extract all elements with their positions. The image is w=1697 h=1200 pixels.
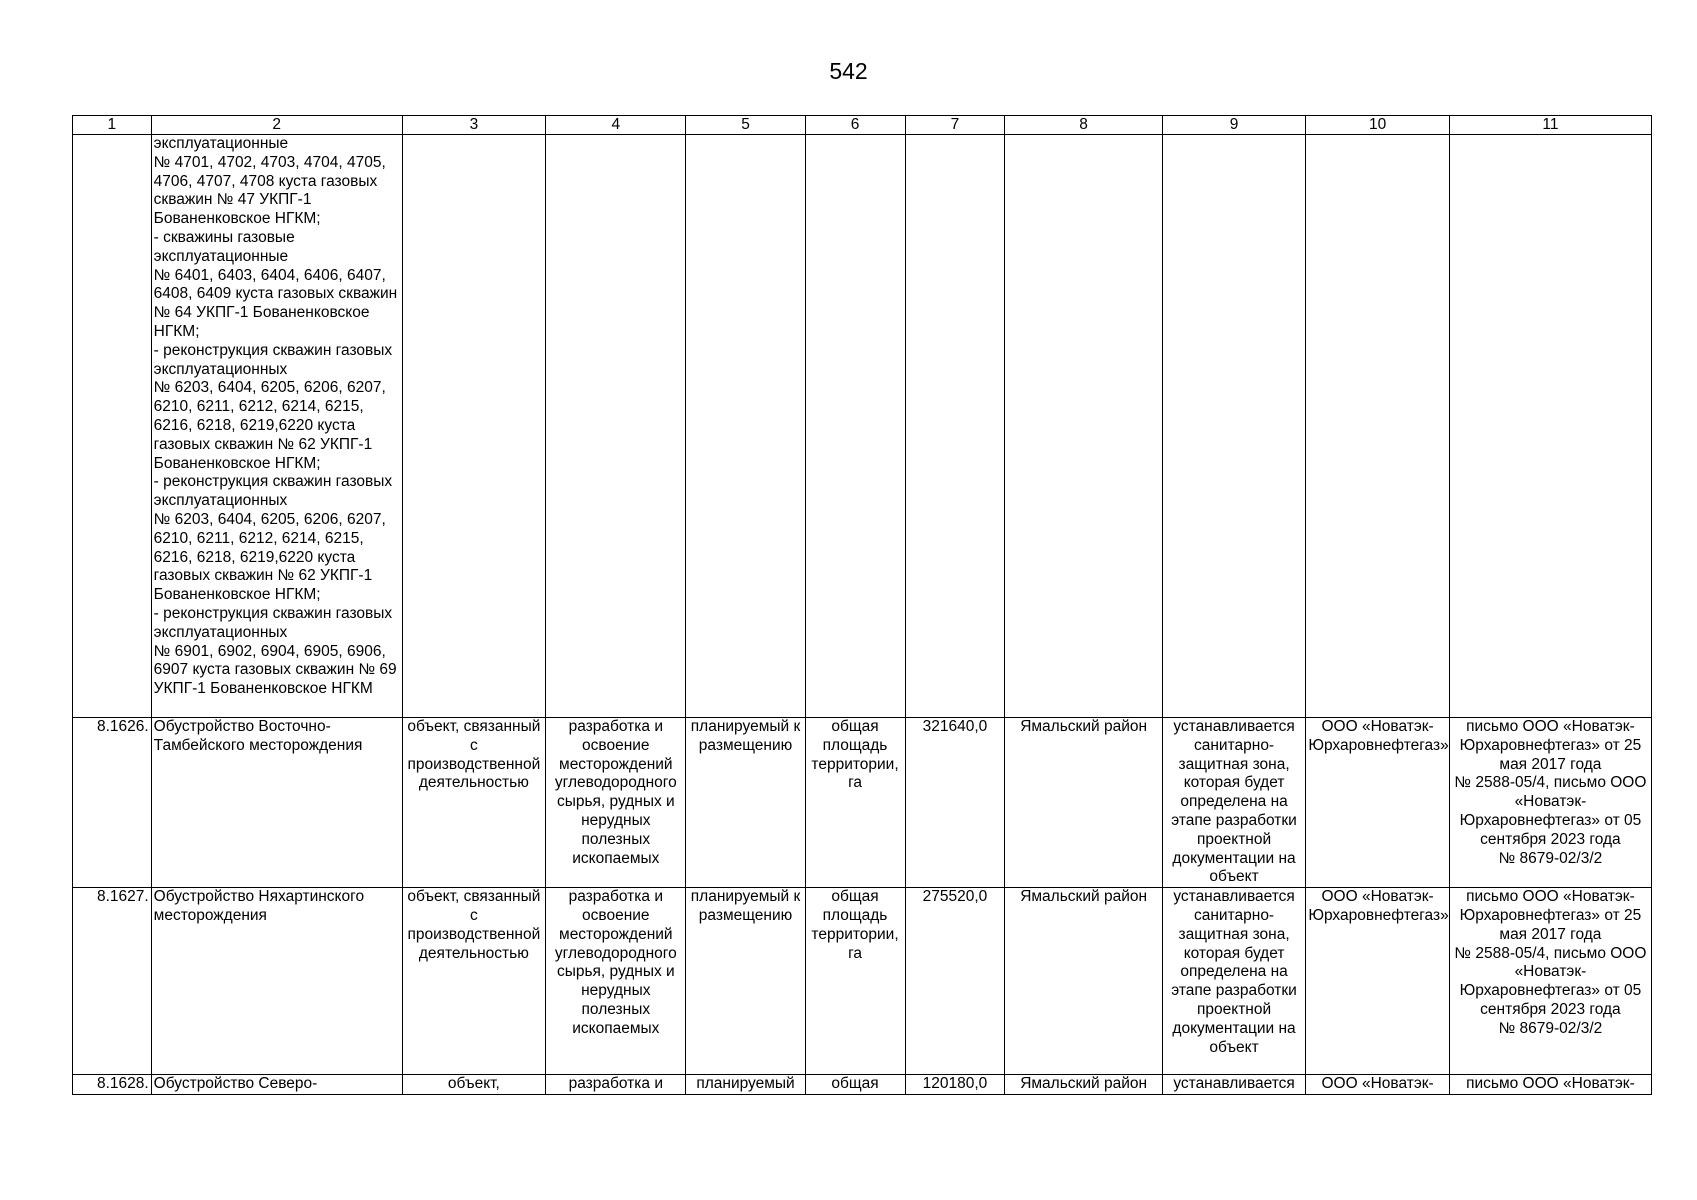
page-number: 542 xyxy=(829,58,868,84)
object-type-cell: объект, связанный с производственной деятельностью xyxy=(402,888,546,1075)
organization-cell: ООО «Новатэк-Юрхаровнефтегаз» xyxy=(1306,888,1450,1075)
row-number-cell: 8.1627. xyxy=(73,888,152,1075)
basis-cell: письмо ООО «Новатэк-Юрхаровнефтегаз» от 25 мая 2017 года № 2588-05/4, письмо ООО «Новатэк-Юрхаровнефтегаз» от 05 сентября 2023 года № 8679-02/3/2 xyxy=(1449,888,1651,1075)
purpose-cell: разработка и освоение месторождений углеводородного сырья, рудных и нерудных полезных ископаемых xyxy=(546,888,686,1075)
objects-table xyxy=(72,115,1652,1095)
object-name-cell: Обустройство Няхартинского месторождения xyxy=(151,888,402,1075)
table-row xyxy=(73,888,1652,1075)
empty-cell xyxy=(1162,135,1306,718)
column-header: 6 xyxy=(805,116,905,135)
table-row-continuation xyxy=(73,135,1652,718)
status-cell: планируемый к размещению xyxy=(686,888,805,1075)
basis-cell: письмо ООО «Новатэк- xyxy=(1449,1075,1651,1095)
status-cell: планируемый к размещению xyxy=(686,718,805,888)
row-number-cell: 8.1628. xyxy=(73,1075,152,1095)
organization-cell: ООО «Новатэк-Юрхаровнефтегаз» xyxy=(1306,718,1450,888)
location-cell: Ямальский район xyxy=(1005,718,1162,888)
row-number-cell: 8.1626. xyxy=(73,718,152,888)
object-name-cell: Обустройство Восточно-Тамбейского месторождения xyxy=(151,718,402,888)
purpose-cell: разработка и освоение месторождений углеводородного сырья, рудных и нерудных полезных ископаемых xyxy=(546,718,686,888)
value-cell: 321640,0 xyxy=(905,718,1005,888)
column-header: 1 xyxy=(73,116,152,135)
value-cell: 275520,0 xyxy=(905,888,1005,1075)
empty-cell xyxy=(805,135,905,718)
empty-cell xyxy=(686,135,805,718)
row-number-cell xyxy=(73,135,152,718)
object-type-cell: объект, xyxy=(402,1075,546,1095)
zone-cell: устанавливается санитарно-защитная зона, которая будет определена на этапе разработки проектной документации на объект xyxy=(1162,888,1306,1075)
empty-cell xyxy=(402,135,546,718)
object-name-cell: Обустройство Северо- xyxy=(151,1075,402,1095)
purpose-cell: разработка и xyxy=(546,1075,686,1095)
status-cell: планируемый xyxy=(686,1075,805,1095)
zone-cell: устанавливается санитарно-защитная зона, которая будет определена на этапе разработки проектной документации на объект xyxy=(1162,718,1306,888)
location-cell: Ямальский район xyxy=(1005,1075,1162,1095)
basis-cell: письмо ООО «Новатэк-Юрхаровнефтегаз» от 25 мая 2017 года № 2588-05/4, письмо ООО «Новатэк-Юрхаровнефтегаз» от 05 сентября 2023 года № 8679-02/3/2 xyxy=(1449,718,1651,888)
zone-cell: устанавливается xyxy=(1162,1075,1306,1095)
table-row xyxy=(73,1075,1652,1095)
column-header: 9 xyxy=(1162,116,1306,135)
empty-cell xyxy=(1449,135,1651,718)
empty-cell xyxy=(546,135,686,718)
object-name-cell: эксплуатационные № 4701, 4702, 4703, 4704, 4705, 4706, 4707, 4708 куста газовых скважин № 47 УКПГ-1 Бованенковское НГКМ; - скважины газовые эксплуатационные № 6401, 6403, 6404, 6406, 6407, 6408, 6409 куста газовых скважин № 64 УКПГ-1 Бованенковское НГКМ; - реконструкция скважин газовых эксплуатационных № 6203, 6404, 6205, 6206, 6207, 6210, 6211, 6212, 6214, 6215, 6216, 6218, 6219,6220 куста газовых скважин № 62 УКПГ-1 Бованенковское НГКМ; - реконструкция скважин газовых эксплуатационных № 6203, 6404, 6205, 6206, 6207, 6210, 6211, 6212, 6214, 6215, 6216, 6218, 6219,6220 куста газовых скважин № 62 УКПГ-1 Бованенковское НГКМ; - реконструкция скважин газовых эксплуатационных № 6901, 6902, 6904, 6905, 6906, 6907 куста газовых скважин № 69 УКПГ-1 Бованенковское НГКМ xyxy=(151,135,402,718)
location-cell: Ямальский район xyxy=(1005,888,1162,1075)
empty-cell xyxy=(1306,135,1450,718)
column-header: 4 xyxy=(546,116,686,135)
column-number-row xyxy=(73,116,1652,135)
column-header: 11 xyxy=(1449,116,1651,135)
empty-cell xyxy=(1005,135,1162,718)
organization-cell: ООО «Новатэк- xyxy=(1306,1075,1450,1095)
object-type-cell: объект, связанный с производственной деятельностью xyxy=(402,718,546,888)
characteristic-cell: общая xyxy=(805,1075,905,1095)
empty-cell xyxy=(905,135,1005,718)
column-header: 5 xyxy=(686,116,805,135)
column-header: 8 xyxy=(1005,116,1162,135)
value-cell: 120180,0 xyxy=(905,1075,1005,1095)
column-header: 3 xyxy=(402,116,546,135)
characteristic-cell: общая площадь территории, га xyxy=(805,888,905,1075)
column-header: 2 xyxy=(151,116,402,135)
characteristic-cell: общая площадь территории, га xyxy=(805,718,905,888)
table-row xyxy=(73,718,1652,888)
column-header: 7 xyxy=(905,116,1005,135)
column-header: 10 xyxy=(1306,116,1450,135)
